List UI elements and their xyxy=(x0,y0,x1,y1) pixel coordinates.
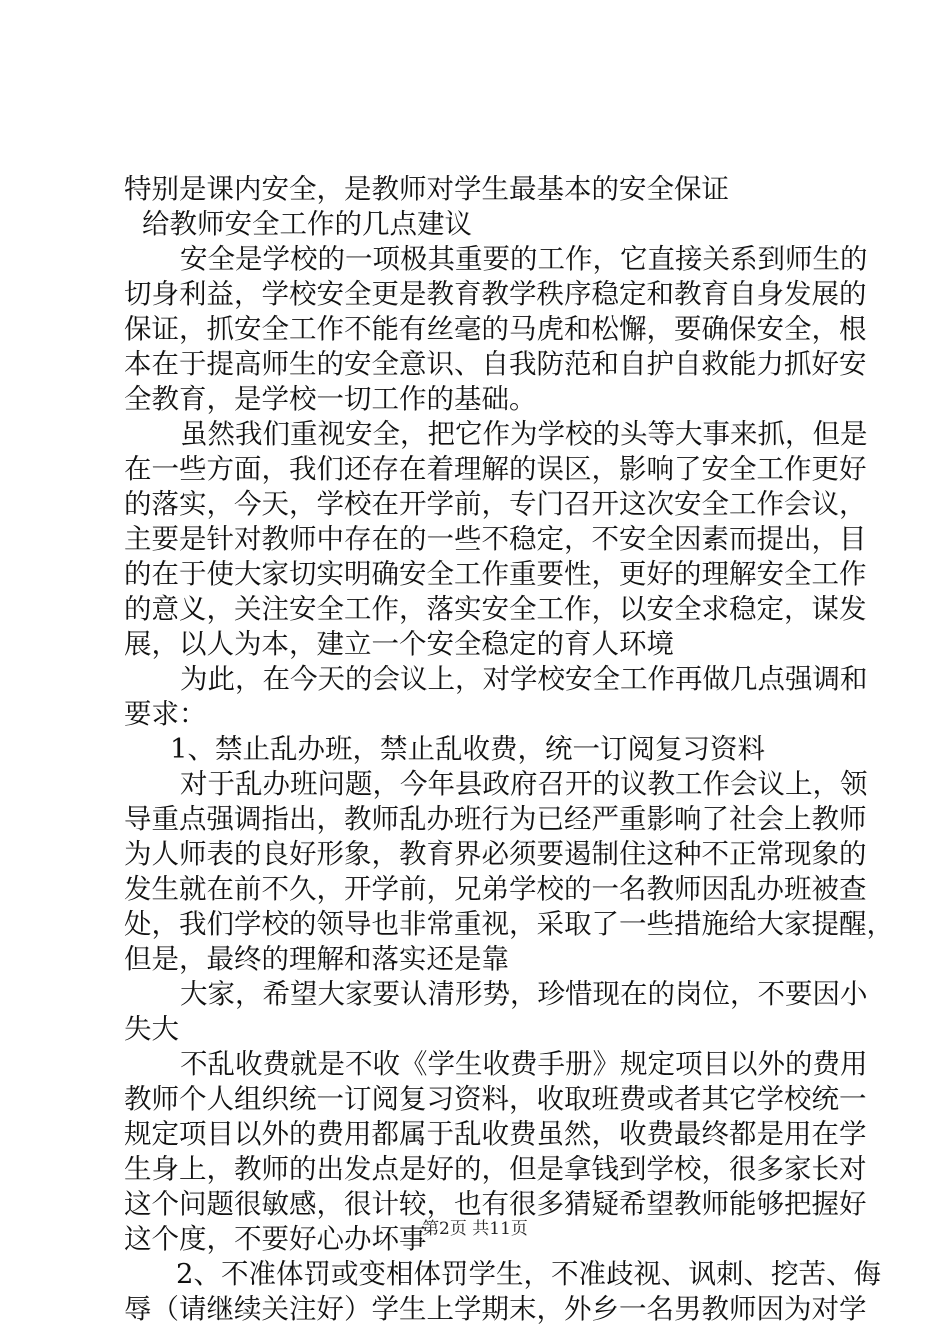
text-line: 对于乱办班问题，今年县政府召开的议教工作会议上，领 xyxy=(180,768,868,800)
list-item-heading: 2、不准体罚或变相体罚学生，不准歧视、讽刺、挖苦、侮 xyxy=(176,1258,881,1290)
text-line: 辱（请继续关注好）学生上学期末，外乡一名男教师因为对学 xyxy=(124,1293,867,1325)
text-line: 导重点强调指出，教师乱办班行为已经严重影响了社会上教师 xyxy=(124,803,867,835)
document-body xyxy=(124,172,894,1327)
text-line: 为人师表的良好形象，教育界必须要遏制住这种不正常现象的 xyxy=(124,838,867,870)
text-line: 教师个人组织统一订阅复习资料，收取班费或者其它学校统一 xyxy=(124,1083,867,1115)
section-heading: 给教师安全工作的几点建议 xyxy=(142,208,472,240)
text-line: 为此，在今天的会议上，对学校安全工作再做几点强调和 xyxy=(180,663,868,695)
text-line: 展，以人为本，建立一个安全稳定的育人环境 xyxy=(124,628,674,660)
text-line: 这个度，不要好心办坏事 xyxy=(124,1223,427,1255)
text-line: 规定项目以外的费用都属于乱收费虽然，收费最终都是用在学 xyxy=(124,1118,867,1150)
text-line: 的在于使大家切实明确安全工作重要性，更好的理解安全工作 xyxy=(124,558,867,590)
text-line: 的落实，今天，学校在开学前，专门召开这次安全工作会议， xyxy=(124,488,867,520)
text-line: 处，我们学校的领导也非常重视，采取了一些措施给大家提醒， xyxy=(124,908,894,940)
list-item-heading: 1、禁止乱办班，禁止乱收费，统一订阅复习资料 xyxy=(170,733,765,765)
text-line: 特别是课内安全，是教师对学生最基本的安全保证 xyxy=(124,173,729,205)
page-number: 第2页 共11页 xyxy=(422,1219,528,1239)
text-line: 保证，抓安全工作不能有丝毫的马虎和松懈，要确保安全，根 xyxy=(124,313,867,345)
text-line: 但是，最终的理解和落实还是靠 xyxy=(124,943,509,975)
text-line: 大家，希望大家要认清形势，珍惜现在的岗位，不要因小 xyxy=(180,978,868,1010)
text-line: 不乱收费就是不收《学生收费手册》规定项目以外的费用 xyxy=(180,1048,868,1080)
text-line: 的意义，关注安全工作，落实安全工作，以安全求稳定，谋发 xyxy=(124,593,867,625)
text-line: 失大 xyxy=(124,1013,179,1045)
text-line: 主要是针对教师中存在的一些不稳定，不安全因素而提出，目 xyxy=(124,523,867,555)
text-line: 虽然我们重视安全，把它作为学校的头等大事来抓，但是 xyxy=(180,418,868,450)
text-line: 要求： xyxy=(124,698,207,730)
text-line: 切身利益，学校安全更是教育教学秩序稳定和教育自身发展的 xyxy=(124,278,867,310)
text-line: 全教育，是学校一切工作的基础。 xyxy=(124,383,537,415)
text-line: 发生就在前不久，开学前，兄弟学校的一名教师因乱办班被查 xyxy=(124,873,867,905)
text-line: 这个问题很敏感，很计较，也有很多猜疑希望教师能够把握好 xyxy=(124,1188,867,1220)
text-line: 生身上，教师的出发点是好的，但是拿钱到学校，很多家长对 xyxy=(124,1153,867,1185)
text-line: 在一些方面，我们还存在着理解的误区，影响了安全工作更好 xyxy=(124,453,867,485)
text-line: 本在于提高师生的安全意识、自我防范和自护自救能力抓好安 xyxy=(124,348,867,380)
text-line: 安全是学校的一项极其重要的工作，它直接关系到师生的 xyxy=(180,243,868,275)
